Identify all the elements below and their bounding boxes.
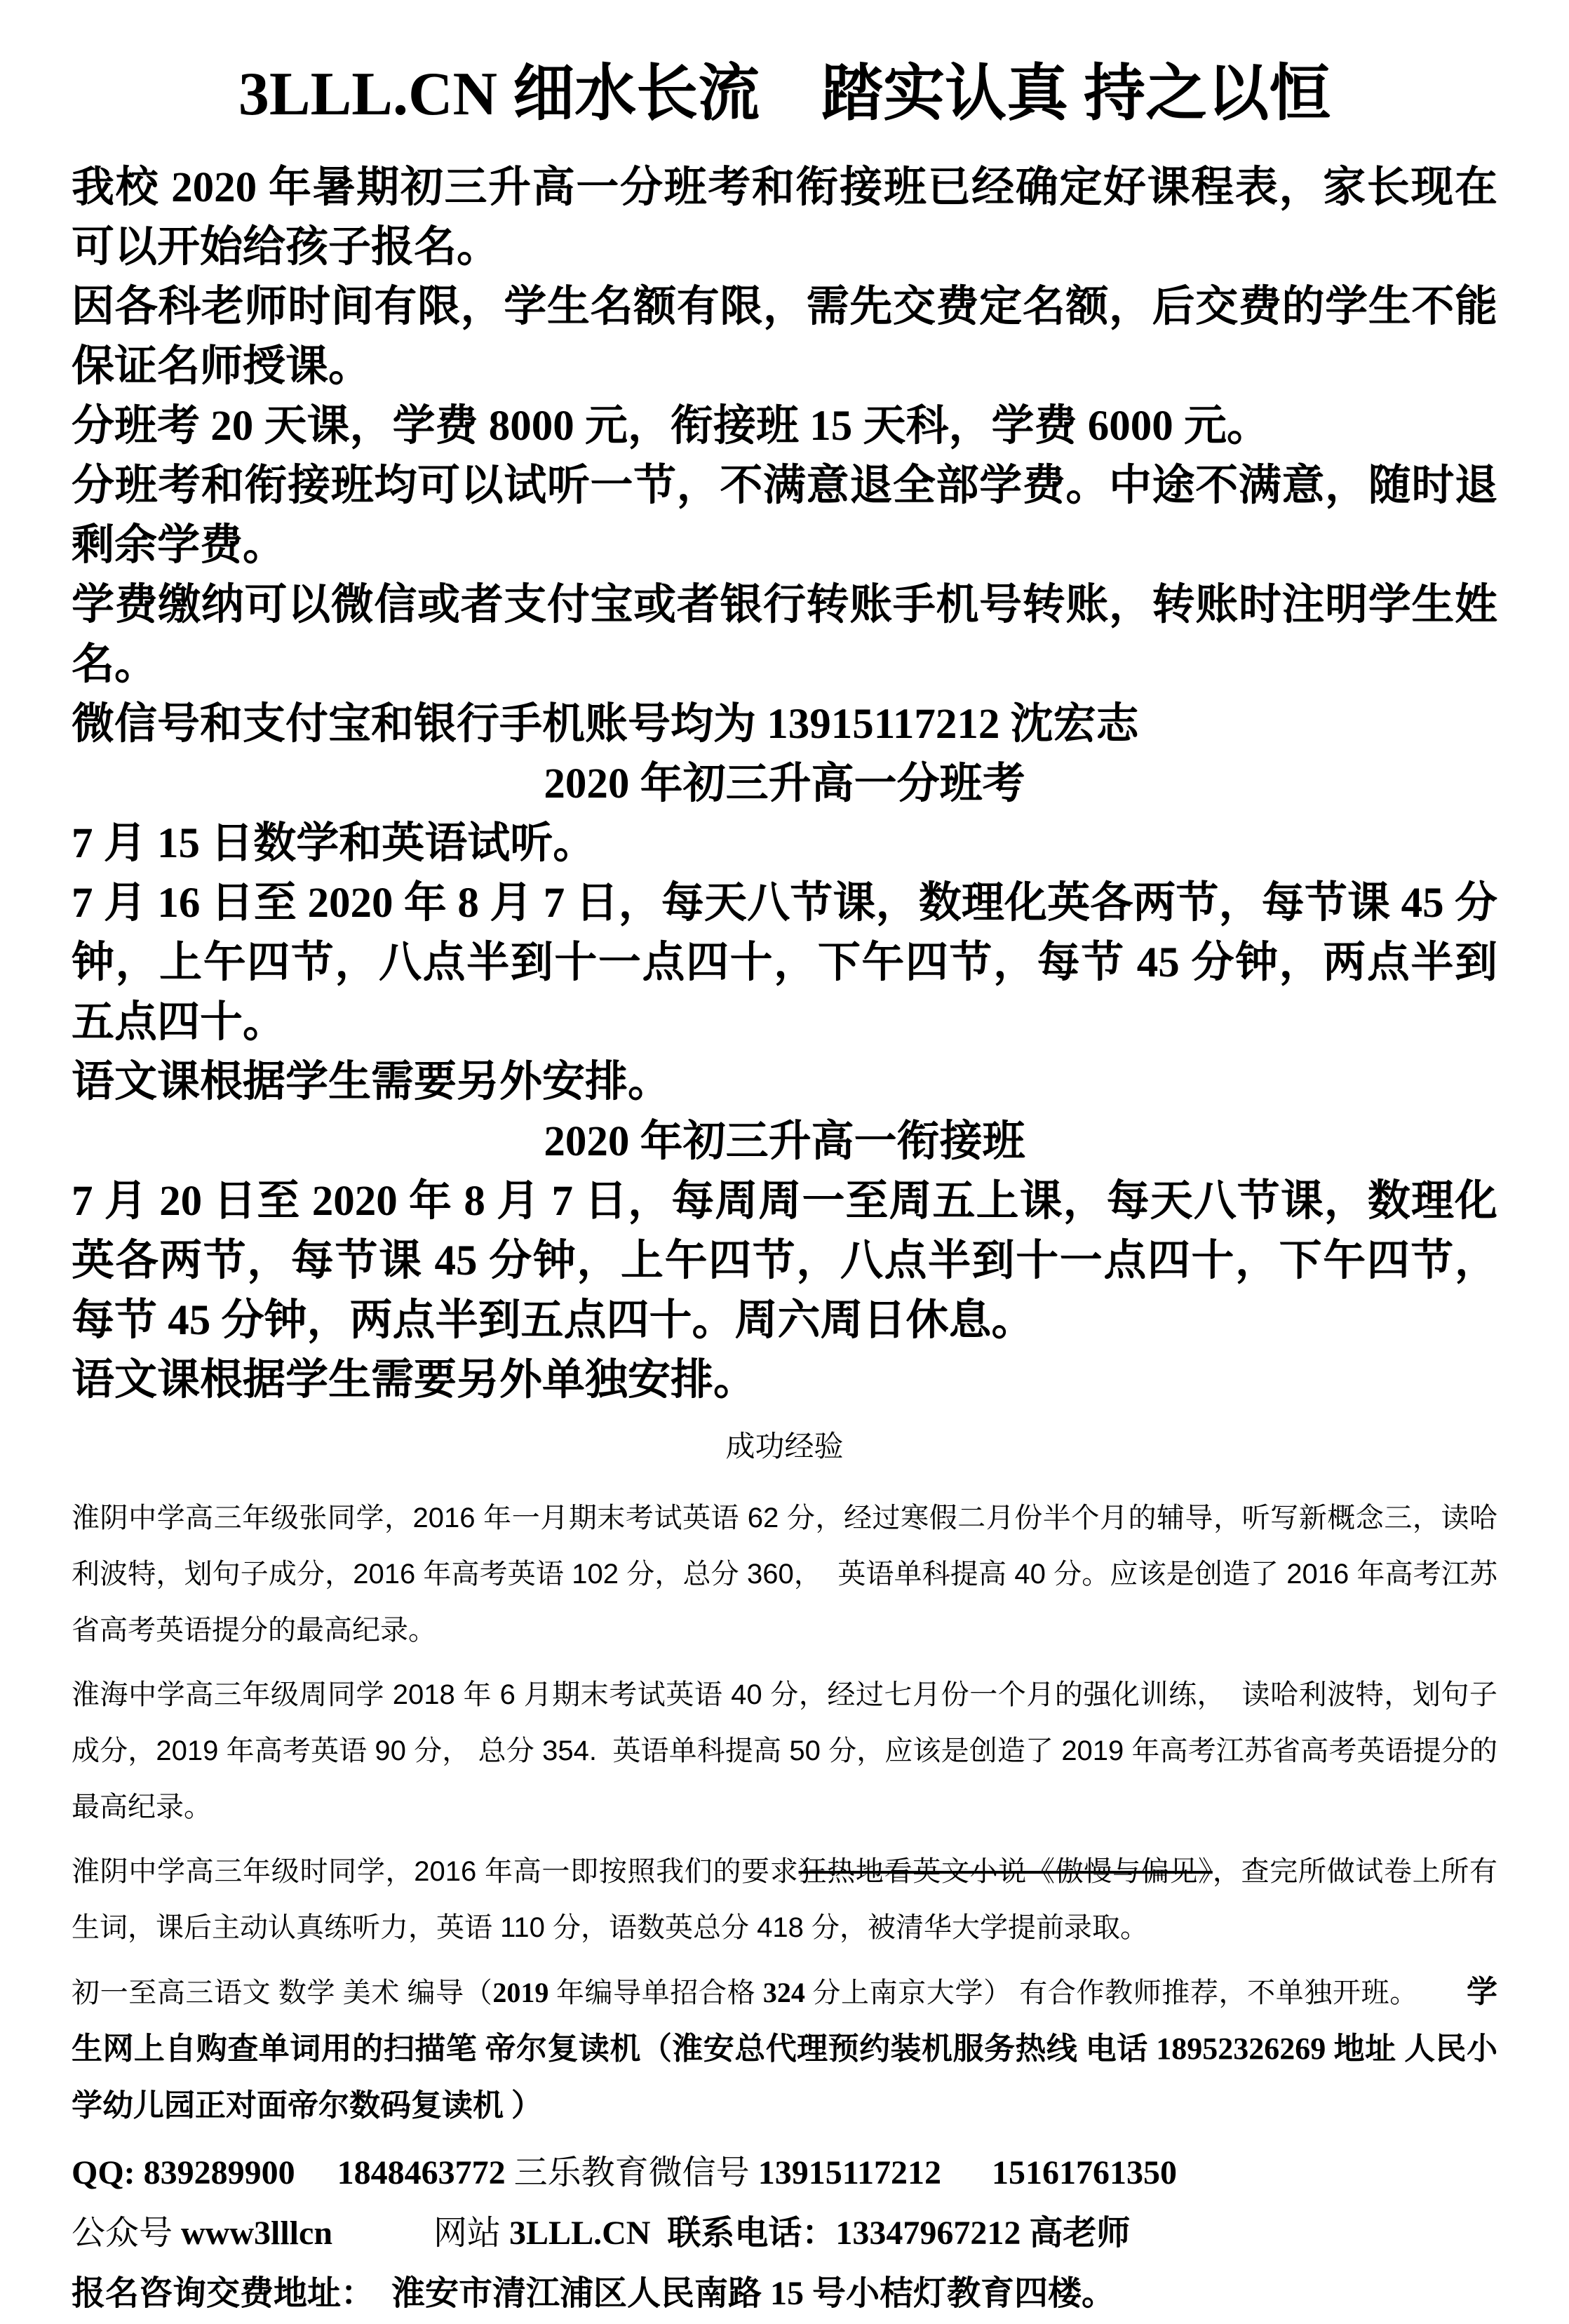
contact-section [72, 2143, 1497, 2324]
contact-qq-line [72, 2143, 1497, 2203]
courses-regular-text: 初一至高三语文 数学 美术 编导（2019 年编导单招合格 324 分上南京大学） 有合作教师推荐，不单独开班。 [72, 1976, 1404, 2008]
website-label: 网站 [332, 2214, 510, 2252]
website-value: 3LLL.CN [509, 2214, 651, 2252]
intro-paragraph-4: 分班考和衔接班均可以试听一节，不满意退全部学费。中途不满意，随时退剩余学费。 [72, 462, 1497, 569]
page-title: 3LLL.CN 细水长流 踏实认真 持之以恒 [238, 60, 1331, 128]
intro-paragraph-6: 微信号和支付宝和银行手机账号均为 13915117212 沈宏志 [72, 700, 1139, 748]
qq-numbers: QQ: 839289900 1848463772 [72, 2154, 514, 2191]
success-story-2: 淮海中学高三年级周同学 2018 年 6 月期末考试英语 40 分，经过七月份一个月的强化训练， 读哈利波特，划句子成分，2019 年高考英语 90 分， 总分 354. 英语单科提高 50 分，应该是创造了 2019 年高考江苏省高考英语提分的最高纪录。 [72, 1679, 1497, 1822]
placement-exam-paragraph-3: 语文课根据学生需要另外安排。 [72, 1058, 671, 1106]
contact-address-line [72, 2264, 1497, 2324]
success-stories-heading: 成功经验 [725, 1429, 844, 1463]
intro-paragraph-3: 分班考 20 天课，学费 8000 元，衔接班 15 天科，学费 6000 元。 [72, 402, 1270, 450]
success-story-3-text-after: ，查完所做试卷上所有生词，课后主动认真练听力，英语 110 分，语数英总分 418 分，被清华大学提前录取。 [72, 1855, 1497, 1943]
placement-exam-heading: 2020 年初三升高一分班考 [544, 760, 1025, 807]
official-account-label: 公众号 [72, 2214, 182, 2252]
bridging-class-paragraph-2: 语文课根据学生需要另外单独安排。 [72, 1356, 757, 1404]
wechat-label: 三乐教育微信号 [513, 2154, 758, 2191]
success-story-3 [72, 1843, 1497, 1956]
intro-paragraph-5: 学费缴纳可以微信或者支付宝或者银行转账手机号转账，转账时注明学生姓名。 [72, 581, 1497, 688]
contact-web-line [72, 2203, 1497, 2264]
contact-phone: 联系电话：13347967212 [650, 2214, 1030, 2252]
intro-section [72, 158, 1497, 754]
success-story-1: 淮阴中学高三年级张同学，2016 年一月期末考试英语 62 分，经过寒假二月份半个月的辅导，听写新概念三，读哈利波特，划句子成分，2016 年高考英语 102 分，总分 360， 英语单科提高 40 分。应该是创造了 2016 年高考江苏省高考英语提分的最高纪录。 [72, 1502, 1497, 1646]
intro-paragraph-2: 因各科老师时间有限，学生名额有限，需先交费定名额，后交费的学生不能保证名师授课。 [72, 283, 1497, 390]
success-story-3-text-before: 淮阴中学高三年级时同学，2016 年高一即按照我们的要求 [72, 1855, 799, 1887]
courses-line [72, 1964, 1497, 2135]
placement-exam-paragraph-1: 7 月 15 日数学和英语试听。 [72, 819, 596, 867]
official-account-value: www3lllcn [181, 2214, 333, 2252]
contact-teacher-name: 高老师 [1029, 2214, 1131, 2252]
success-stories-section [72, 1427, 1497, 2135]
strikethrough-text: 狂热地看英文小说《傲慢与偏见》 [798, 1855, 1213, 1887]
registration-address: 报名咨询交费地址： 淮安市清江浦区人民南路 15 号小桔灯教育四楼。 [72, 2274, 1116, 2312]
intro-paragraph-1: 我校 2020 年暑期初三升高一分班考和衔接班已经确定好课程表，家长现在可以开始给孩子报名。 [72, 163, 1497, 271]
wechat-numbers: 13915117212 15161761350 [757, 2154, 1178, 2191]
placement-exam-section [72, 754, 1497, 1112]
courses-bold-text: 学生网上自购查单词用的扫描笔 帝尔复读机（淮安总代理预约装机服务热线 电话 18952326269 地址 人民小学幼儿园正对面帝尔数码复读机 ） [72, 1974, 1498, 2123]
placement-exam-paragraph-2: 7 月 16 日至 2020 年 8 月 7 日，每天八节课，数理化英各两节，每节课 45 分钟，上午四节，八点半到十一点四十，下午四节，每节 45 分钟，两点半到五点四十。 [72, 879, 1497, 1046]
bridging-class-heading: 2020 年初三升高一衔接班 [544, 1117, 1025, 1165]
bridging-class-section [72, 1112, 1497, 1410]
bridging-class-paragraph-1: 7 月 20 日至 2020 年 8 月 7 日，每周周一至周五上课，每天八节课，数理化英各两节，每节课 45 分钟，上午四节，八点半到十一点四十，下午四节，每节 45 分钟，两点半到五点四十。周六周日休息。 [72, 1177, 1497, 1344]
